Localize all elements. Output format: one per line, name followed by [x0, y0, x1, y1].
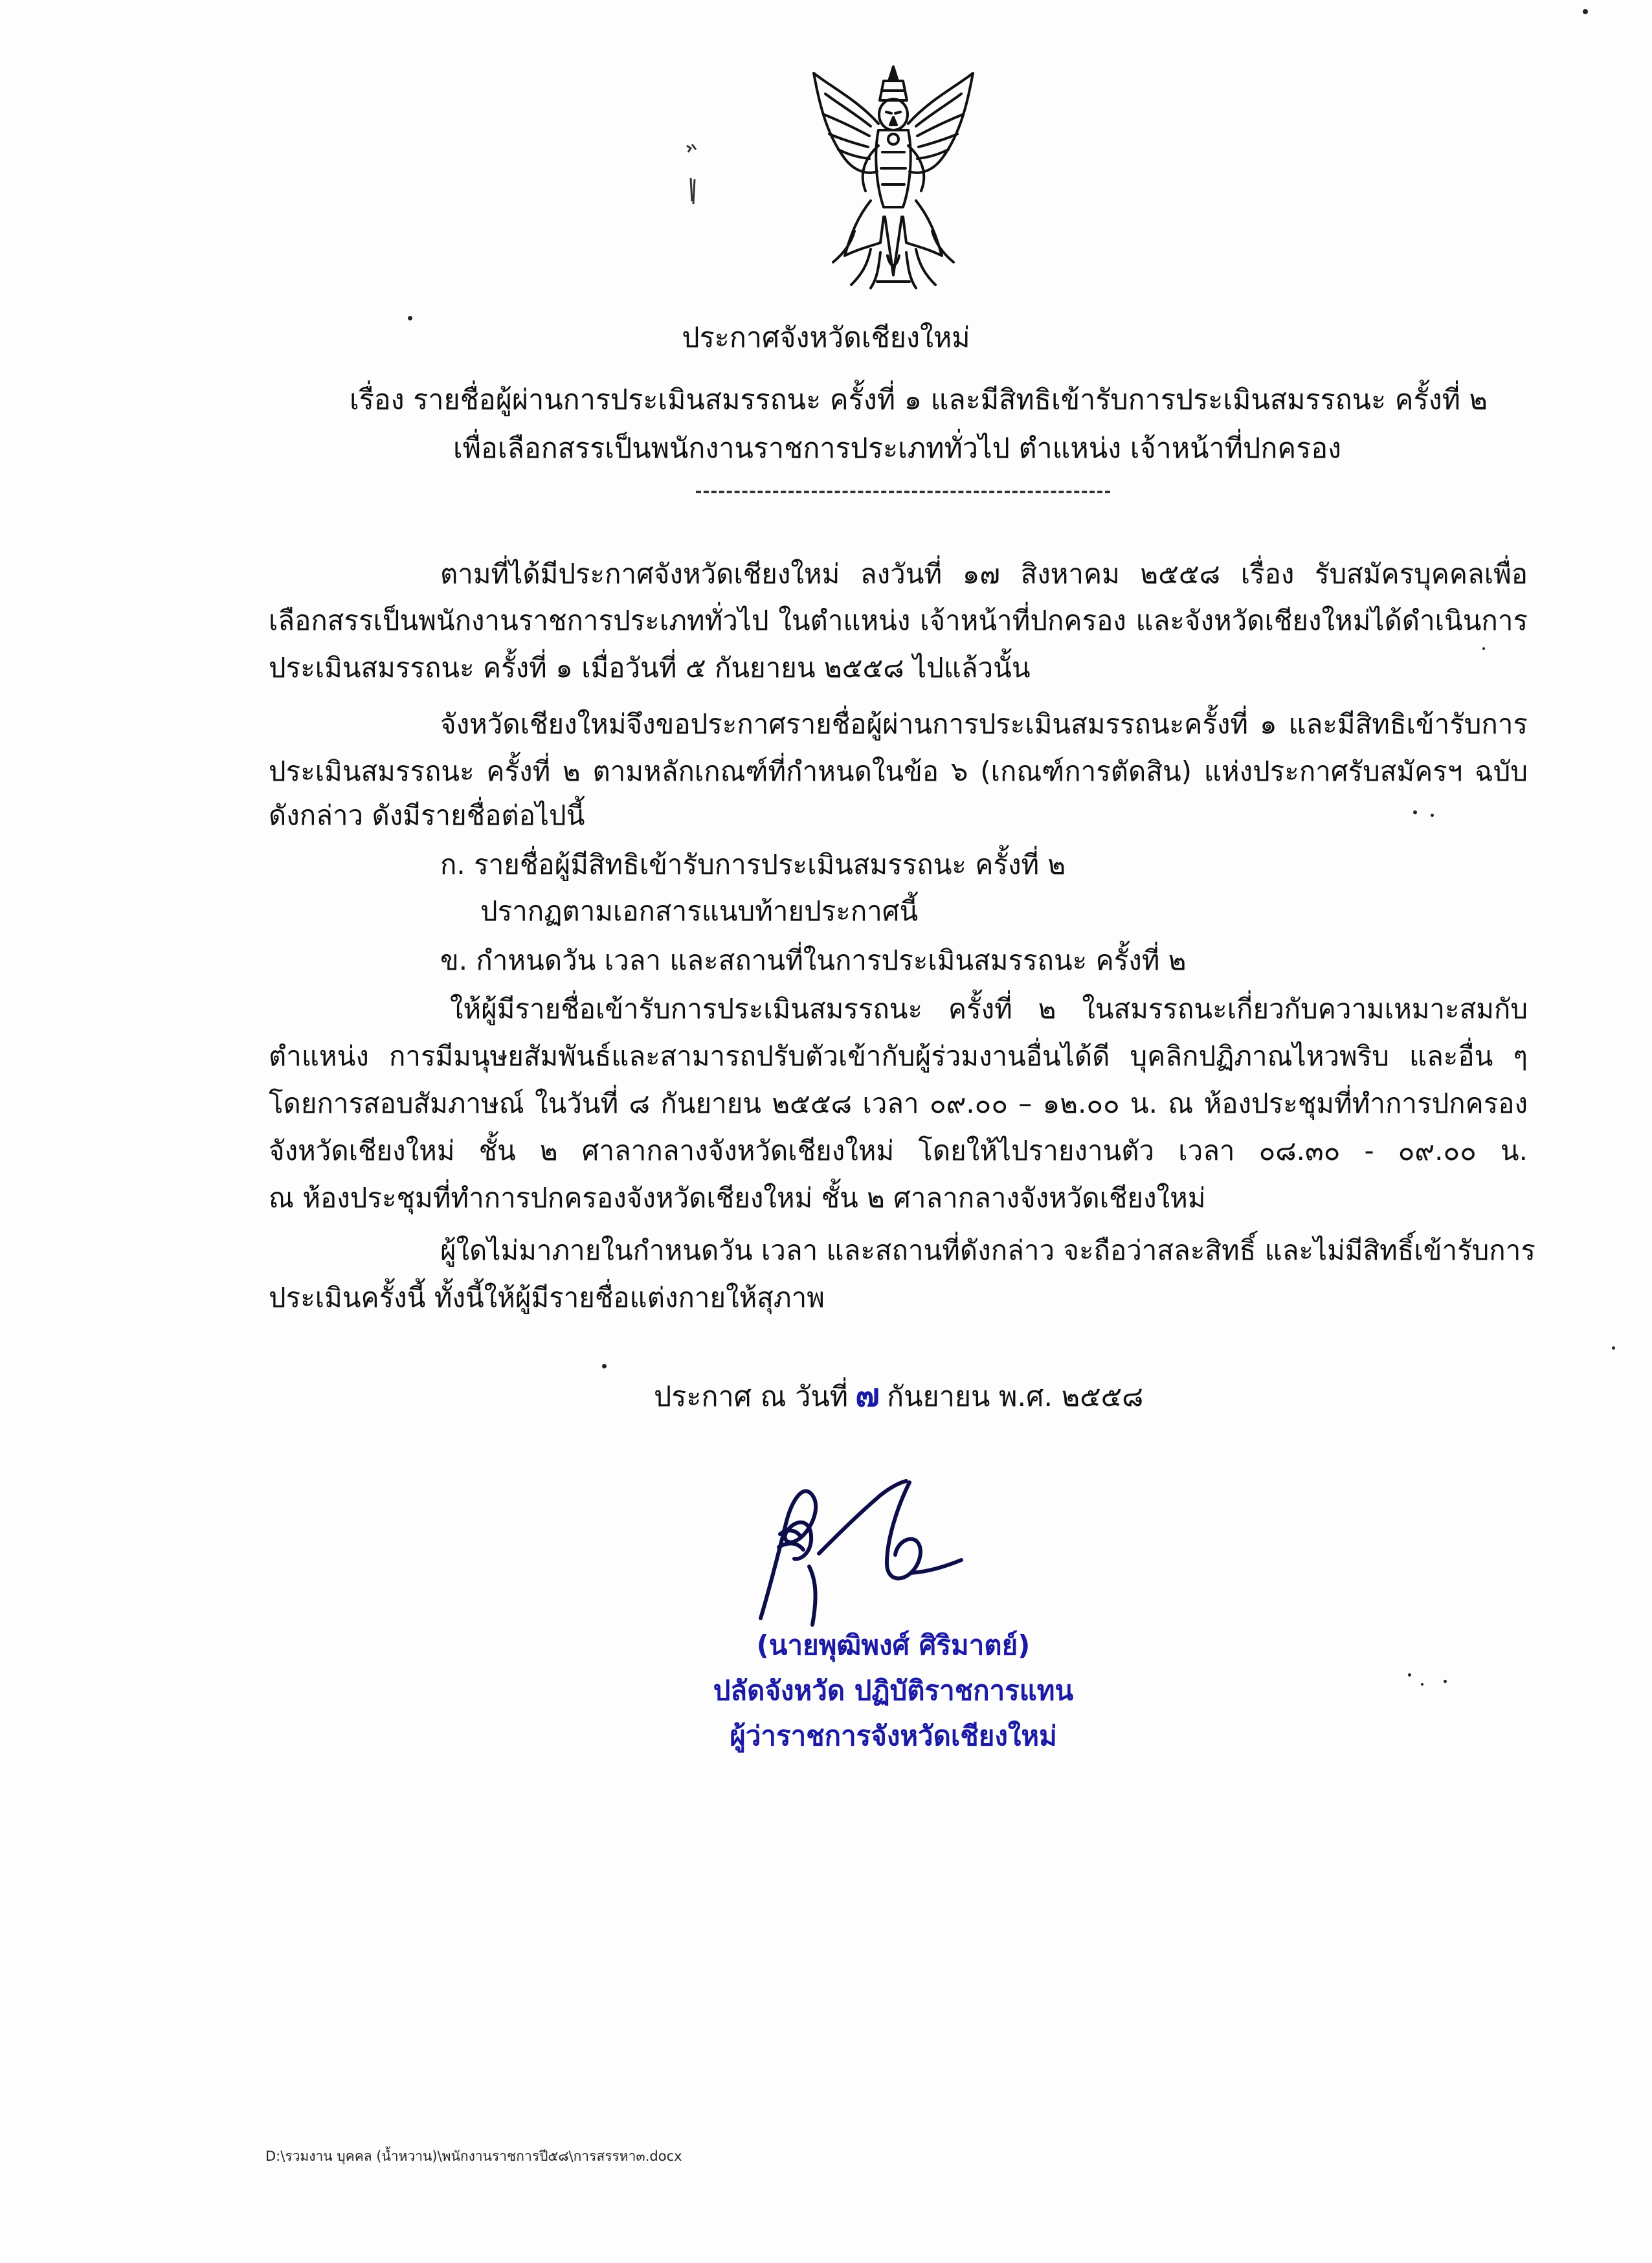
announcement-day-handwritten: ๗	[855, 1376, 880, 1414]
paragraph-2-line-3: ดังกล่าว ดังมีรายชื่อต่อไปนี้	[269, 799, 585, 831]
stray-mark	[683, 139, 702, 210]
paragraph-1-line-2: เลือกสรรเป็นพนักงานราชการประเภททั่วไป ในตำแหน่ง เจ้าหน้าที่ปกครอง และจังหวัดเชียงใหม่ได้ดำเนินการ	[269, 605, 1528, 636]
signatory-name: (นายพุฒิพงศ์ ศิริมาตย์)	[756, 1629, 1031, 1661]
paragraph-2-line-2: ประเมินสมรรถนะ ครั้งที่ ๒ ตามหลักเกณฑ์ที่กำหนดในข้อ ๖ (เกณฑ์การตัดสิน) แห่งประกาศรับสมัครฯ ฉบับ	[269, 755, 1528, 787]
footer-file-path: D:\รวมงาน บุคคล (น้ำหวาน)\พนักงานราชการปี๕๘\การสรรหา๓.docx	[265, 2148, 682, 2164]
paragraph-4-line-1: ผู้ใดไม่มาภายในกำหนดวัน เวลา และสถานที่ดังกล่าว จะถือว่าสละสิทธิ์ และไม่มีสิทธิ์เข้ารับการ	[440, 1234, 1535, 1266]
paragraph-3-line-4: จังหวัดเชียงใหม่ ชั้น ๒ ศาลากลางจังหวัดเชียงใหม่ โดยให้ไปรายงานตัว เวลา ๐๘.๓๐ - ๐๙.๐๐ น.	[269, 1135, 1528, 1166]
paragraph-3-line-5: ณ ห้องประชุมที่ทำการปกครองจังหวัดเชียงใหม่ ชั้น ๒ ศาลากลางจังหวัดเชียงใหม่	[269, 1182, 1206, 1214]
paragraph-3-line-2: ตำแหน่ง การมีมนุษยสัมพันธ์และสามารถปรับตัวเข้ากับผู้ร่วมงานอื่นได้ดี บุคลิกปฏิภาณไหวพริบ และอื่น ๆ	[269, 1040, 1528, 1072]
document-title: ประกาศจังหวัดเชียงใหม่	[682, 322, 970, 354]
scan-speck	[1413, 810, 1417, 814]
announcement-date-suffix: กันยายน พ.ศ. ๒๕๕๘	[887, 1381, 1144, 1413]
announcement-date	[654, 1376, 1143, 1416]
item-b: ข. กำหนดวัน เวลา และสถานที่ในการประเมินสมรรถนะ ครั้งที่ ๒	[440, 944, 1187, 976]
signatory-position-2: ผู้ว่าราชการจังหวัดเชียงใหม่	[730, 1720, 1057, 1752]
signatory-position-1: ปลัดจังหวัด ปฏิบัติราชการแทน	[713, 1675, 1074, 1706]
announcement-date-prefix: ประกาศ ณ วันที่	[654, 1381, 849, 1413]
item-a: ก. รายชื่อผู้มีสิทธิเข้ารับการประเมินสมรรถนะ ครั้งที่ ๒	[440, 849, 1066, 880]
separator-dashes	[696, 491, 1110, 493]
scan-speck	[1612, 1346, 1615, 1350]
scan-speck	[1583, 9, 1588, 14]
item-a-detail: ปรากฏตามเอกสารแนบท้ายประกาศนี้	[480, 895, 919, 927]
garuda-emblem-icon	[806, 61, 981, 295]
subject-line-2: เพื่อเลือกสรรเป็นพนักงานราชการประเภททั่วไป ตำแหน่ง เจ้าหน้าที่ปกครอง	[453, 432, 1342, 465]
scan-speck	[1482, 647, 1485, 650]
subject-line-1: เรื่อง รายชื่อผู้ผ่านการประเมินสมรรถนะ ครั้งที่ ๑ และมีสิทธิเข้ารับการประเมินสมรรถนะ ครั้งที่ ๒	[350, 384, 1488, 416]
paragraph-1-line-1: ตามที่ได้มีประกาศจังหวัดเชียงใหม่ ลงวันที่ ๑๗ สิงหาคม ๒๕๕๘ เรื่อง รับสมัครบุคคลเพื่อ	[440, 558, 1528, 590]
scan-speck	[1431, 814, 1434, 817]
paragraph-4-line-2: ประเมินครั้งนี้ ทั้งนี้ให้ผู้มีรายชื่อแต่งกายให้สุภาพ	[269, 1282, 825, 1313]
paragraph-3-line-3: โดยการสอบสัมภาษณ์ ในวันที่ ๘ กันยายน ๒๕๕๘ เวลา ๐๙.๐๐ – ๑๒.๐๐ น. ณ ห้องประชุมที่ทำการปกครอง	[269, 1087, 1528, 1119]
paragraph-3-line-1: ให้ผู้มีรายชื่อเข้ารับการประเมินสมรรถนะ ครั้งที่ ๒ ในสมรรถนะเกี่ยวกับความเหมาะสมกับ	[450, 993, 1528, 1025]
scan-speck	[1421, 1683, 1423, 1686]
paragraph-2-line-1: จังหวัดเชียงใหม่จึงขอประกาศรายชื่อผู้ผ่านการประเมินสมรรถนะครั้งที่ ๑ และมีสิทธิเข้ารับการ	[440, 708, 1528, 740]
scan-speck	[602, 1364, 607, 1368]
paragraph-1-line-3: ประเมินสมรรถนะ ครั้งที่ ๑ เมื่อวันที่ ๕ กันยายน ๒๕๕๘ ไปแล้วนั้น	[269, 652, 1031, 684]
scan-speck	[1408, 1673, 1411, 1677]
handwritten-signature	[741, 1456, 987, 1644]
scan-speck	[1444, 1680, 1447, 1683]
